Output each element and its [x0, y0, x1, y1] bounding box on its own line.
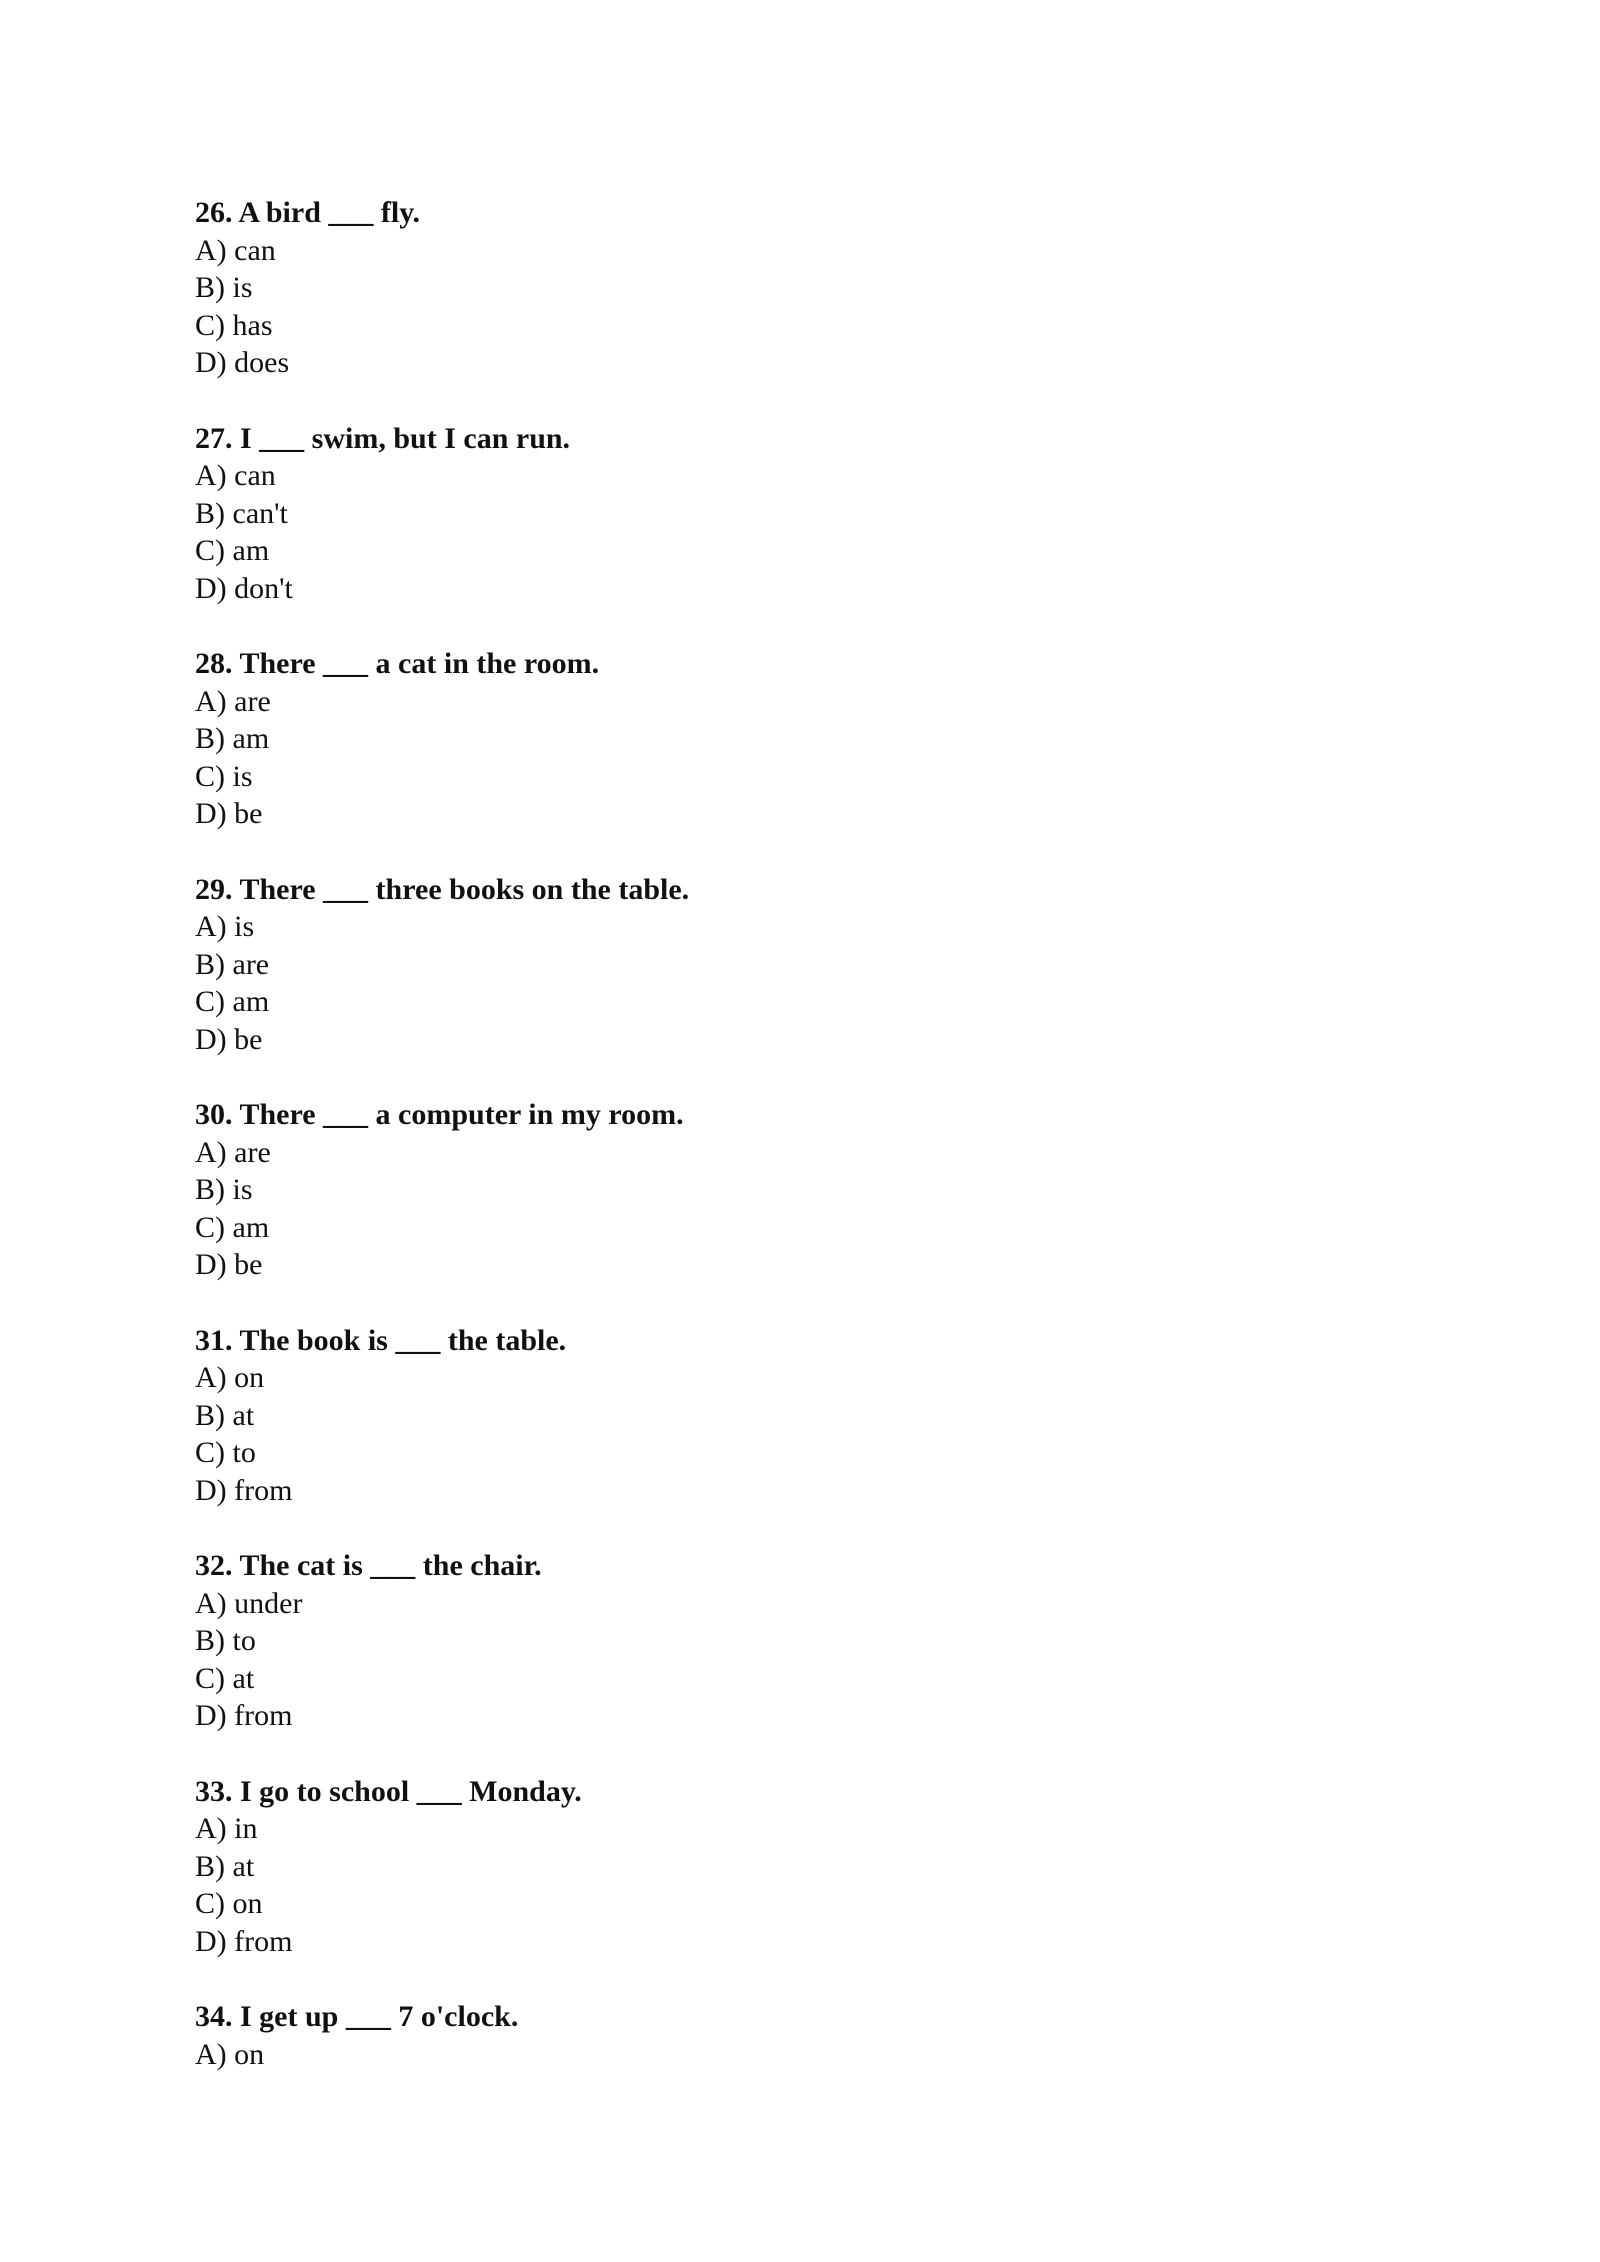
option-b: B) is: [195, 271, 253, 304]
option-a: A) in: [195, 1812, 258, 1845]
question-32: [195, 1547, 1395, 1735]
question-title: 32. The cat is ___ the chair.: [195, 1549, 542, 1582]
option-c: C) on: [195, 1887, 263, 1920]
option-b: B) can't: [195, 496, 288, 530]
question-title: 29. There ___ three books on the table.: [195, 872, 690, 906]
question-28: [195, 645, 1395, 833]
option-c: C) at: [195, 1661, 255, 1695]
question-31: [195, 1322, 1395, 1510]
option-b: B) am: [195, 722, 270, 755]
option-c: C) am: [195, 985, 270, 1018]
question-27: [195, 420, 1395, 608]
option-a: A) are: [195, 684, 271, 718]
option-a: A) under: [195, 1586, 303, 1620]
option-d: D) be: [195, 1022, 263, 1056]
option-b: B) at: [195, 1849, 255, 1883]
question-title: 28. There ___ a cat in the room.: [195, 647, 600, 680]
question-30: [195, 1096, 1395, 1284]
option-a: A) on: [195, 1361, 265, 1394]
option-d: D) from: [195, 1924, 293, 1958]
question-title: 27. I ___ swim, but I can run.: [195, 421, 571, 455]
question-title: 30. There ___ a computer in my room.: [195, 1098, 684, 1131]
option-b: B) is: [195, 1173, 253, 1206]
option-d: D) from: [195, 1699, 293, 1732]
question-34: [195, 1998, 1395, 2073]
option-b: B) to: [195, 1624, 256, 1657]
option-a: A) on: [195, 2037, 265, 2071]
option-a: A) is: [195, 910, 255, 943]
question-title: 26. A bird ___ fly.: [195, 196, 421, 229]
option-a: A) can: [195, 233, 276, 267]
option-b: B) at: [195, 1398, 255, 1432]
option-c: C) has: [195, 308, 273, 342]
option-c: C) to: [195, 1436, 256, 1469]
option-d: D) be: [195, 1248, 263, 1281]
option-c: C) am: [195, 1210, 270, 1244]
question-29: [195, 871, 1395, 1059]
document-page: [195, 194, 1395, 2111]
option-c: C) am: [195, 534, 270, 567]
option-c: C) is: [195, 759, 253, 793]
question-title: 33. I go to school ___ Monday.: [195, 1774, 582, 1808]
option-d: D) does: [195, 346, 290, 379]
option-d: D) from: [195, 1473, 293, 1507]
question-33: [195, 1773, 1395, 1961]
option-a: A) can: [195, 459, 276, 492]
option-b: B) are: [195, 947, 270, 981]
option-a: A) are: [195, 1135, 271, 1169]
question-title: 31. The book is ___ the table.: [195, 1323, 567, 1357]
option-d: D) don't: [195, 571, 293, 605]
question-26: [195, 194, 1395, 382]
option-d: D) be: [195, 797, 263, 830]
question-title: 34. I get up ___ 7 o'clock.: [195, 2000, 519, 2033]
